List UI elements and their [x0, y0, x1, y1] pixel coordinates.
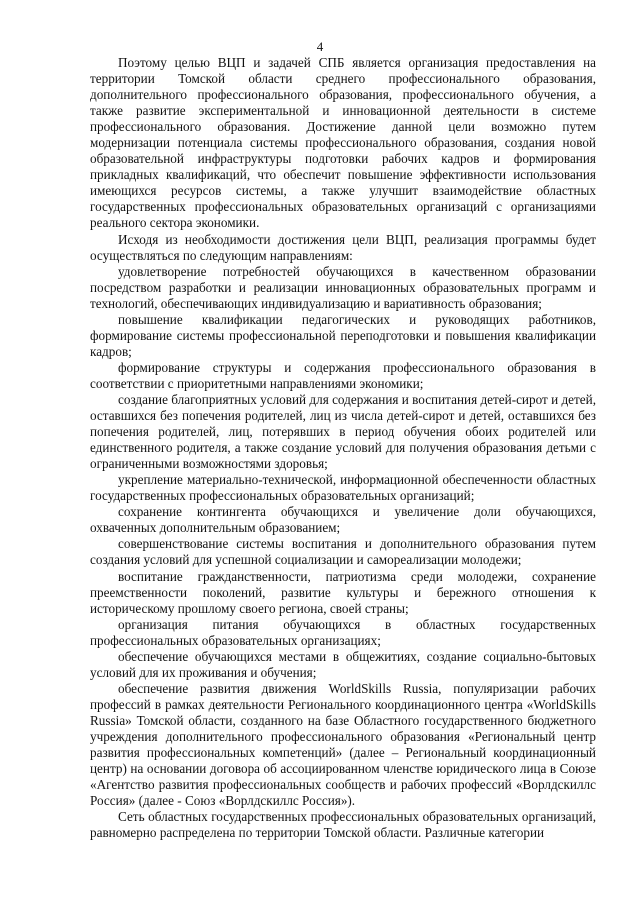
- page-number: 4: [316, 39, 324, 54]
- paragraph: удовлетворение потребностей обучающихся в качественном образовании посредством разработки и реализации инновационных образовательных программ и технологий, обеспечивающих индивидуализацию и вариативность образования;: [90, 263, 596, 311]
- paragraph: воспитание гражданственности, патриотизма среди молодежи, сохранение преемственности поколений, развитие культуры и бережного отношения к историческому прошлому своего региона, своей страны;: [90, 568, 596, 616]
- body-text: [90, 55, 596, 841]
- paragraph: совершенствование системы воспитания и дополнительного образования путем создания условий для успешной социализации и самореализации молодежи;: [90, 536, 596, 568]
- paragraph: создание благоприятных условий для содержания и воспитания детей-сирот и детей, оставшихся без попечения родителей, лиц из числа детей-сирот и детей, оставшихся без попечения родителей, лиц, потерявших в период обучения обоих родителей или единственного родителя, а также создание условий для получения образования детьми с ограниченными возможностями здоровья;: [90, 391, 596, 472]
- paragraph: Сеть областных государственных профессиональных образовательных организаций, равномерно распределена по территории Томской области. Различные категории: [90, 809, 596, 841]
- paragraph: сохранение контингента обучающихся и увеличение доли обучающихся, охваченных дополнительным образованием;: [90, 504, 596, 536]
- paragraph: организация питания обучающихся в областных государственных профессиональных образовательных организациях;: [90, 616, 596, 648]
- paragraph: Поэтому целью ВЦП и задачей СПБ является организация предоставления на территории Томской области среднего профессионального образования, дополнительного профессионального образования, профессионального обучения, а также развитие экспериментальной и инновационной деятельности в системе профессионального образования. Достижение данной цели возможно путем модернизации потенциала системы профессионального образования, создания новой образовательной инфраструктуры подготовки рабочих кадров и формирования прикладных квалификаций, что обеспечит повышение эффективности использования имеющихся ресурсов системы, а также улучшит взаимодействие областных государственных профессиональных образовательных организаций с организациями реального сектора экономики.: [90, 55, 596, 231]
- paragraph: укрепление материально-технической, информационной обеспеченности областных государственных профессиональных образовательных организаций;: [90, 472, 596, 504]
- paragraph: Исходя из необходимости достижения цели ВЦП, реализация программы будет осуществляться по следующим направлениям:: [90, 231, 596, 263]
- paragraph: повышение квалификации педагогических и руководящих работников, формирование системы профессиональной переподготовки и повышения квалификации кадров;: [90, 311, 596, 359]
- paragraph: обеспечение развития движения WorldSkills Russia, популяризации рабочих профессий в рамках деятельности Регионального координационного центра «WorldSkills Russia» Томской области, созданного на базе Областного государственного бюджетного учреждения дополнительного профессионального образования «Региональный центр развития профессиональных компетенций» (далее – Региональный координационный центр) на основании договора об ассоциированном членстве юридического лица в Союзе «Агентство развития профессиональных сообществ и рабочих профессий «Ворлдскиллс Россия» (далее - Союз «Ворлдскиллс Россия»).: [90, 680, 596, 809]
- paragraph: обеспечение обучающихся местами в общежитиях, создание социально-бытовых условий для их проживания и обучения;: [90, 648, 596, 680]
- paragraph: формирование структуры и содержания профессионального образования в соответствии с приоритетными направлениями экономики;: [90, 359, 596, 391]
